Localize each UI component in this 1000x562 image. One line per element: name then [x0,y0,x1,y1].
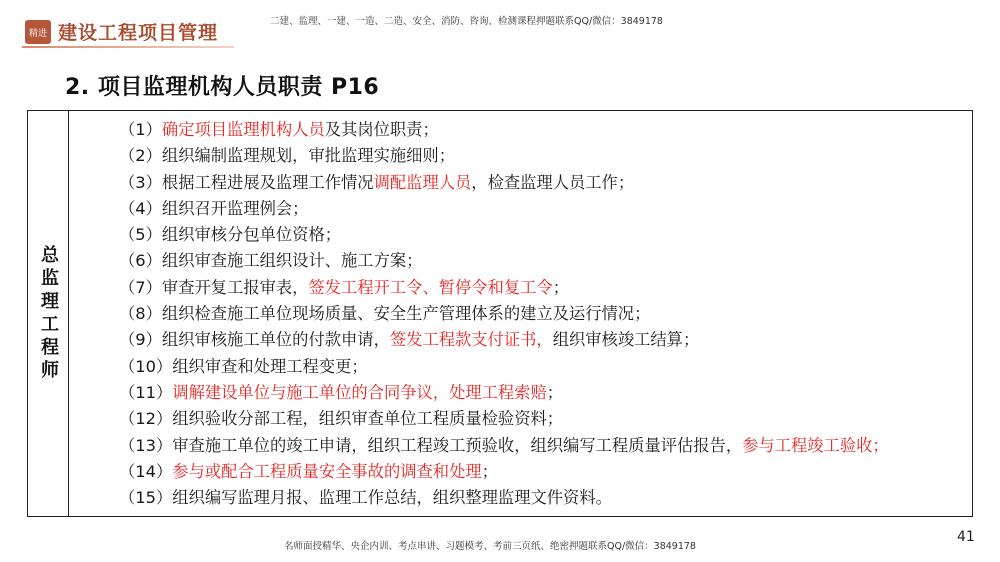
duty-text: ； [546,382,564,402]
duty-text: ； [552,277,569,297]
duty-text: （5）组织审核分包单位资格； [119,225,342,245]
duty-highlight-text: 参与或配合工程质量安全事故的调查和处理 [172,461,482,481]
duty-item [119,485,972,511]
duty-highlight-text: 调配监理人员 [373,172,472,192]
duty-text: 组织审核竣工结算； [552,330,700,350]
duty-item [119,275,972,301]
duty-highlight-text: 签发工程款支付证书， [389,330,553,350]
duty-text: （9）组织审核施工单位的付款申请， [119,330,390,350]
duty-text: （13）审查施工单位的竣工申请，组织工程竣工预验收，组织编写工程质量评估报告， [119,435,743,455]
duty-item [119,143,972,169]
duty-item [119,170,972,196]
duty-item [119,406,972,432]
duty-item [119,380,972,406]
top-contact-note: 二建、监理、一建、一造、二造、安全、消防、咨询、检测课程押题联系QQ/微信：3849178 [270,16,663,27]
duty-item [119,354,972,380]
course-title: 建设工程项目管理 [58,22,219,44]
duty-item [119,301,972,327]
duty-text: （12）组织验收分部工程，组织审查单位工程质量检验资料； [119,409,564,429]
logo-badge: 精进 [25,20,51,44]
role-label: 总监理工程师 [38,244,59,383]
duty-item [119,248,972,274]
duty-item [119,459,972,485]
duty-highlight-text: 调解建设单位与施工单位的合同争议，处理工程索赔 [172,382,547,402]
duty-text: （2）组织编制监理规划，审批监理实施细则； [119,146,455,166]
role-cell [28,111,69,516]
duty-item [119,433,972,459]
duty-highlight-text: 确定项目监理机构人员 [161,120,325,139]
duty-text: （6）组织审查施工组织设计、施工方案； [119,251,423,271]
duty-table [27,110,973,517]
duty-text: （14） [119,461,173,481]
duty-text: （1） [119,120,162,139]
page-heading: 2. 项目监理机构人员职责 P16 [65,75,380,100]
page-number: 41 [957,529,975,545]
duty-text: （4）组织召开监理例会； [119,198,309,218]
duty-text: （10）组织审查和处理工程变更； [119,356,368,376]
duty-text: （8）组织检查施工单位现场质量、安全生产管理体系的建立及运行情况； [119,304,651,324]
duty-text: ，检查监理人员工作； [471,172,635,192]
duty-text: （7）审查开复工报审表， [119,277,309,297]
duty-text: （15）组织编写监理月报、监理工作总结，组织整理监理文件资料。 [119,488,612,508]
duty-highlight-text: 签发工程开工令、暂停令和复工令 [308,277,553,297]
duty-text: 及其岗位职责； [324,120,439,139]
duty-text: ； [481,461,498,481]
duty-item [119,222,972,248]
duty-item [119,117,972,143]
bottom-contact-note: 名师面授精华、央企内训、考点串讲、习题模考、考前三页纸、绝密押题联系QQ/微信：3849178 [284,541,696,552]
duties-list [69,111,972,516]
duty-text: （3）根据工程进展及监理工作情况 [119,172,374,192]
duty-text: （11） [119,382,173,402]
duty-item [119,327,972,353]
duty-highlight-text: 参与工程竣工验收； [742,435,889,455]
duty-item [119,196,972,222]
title-underline [22,46,234,48]
